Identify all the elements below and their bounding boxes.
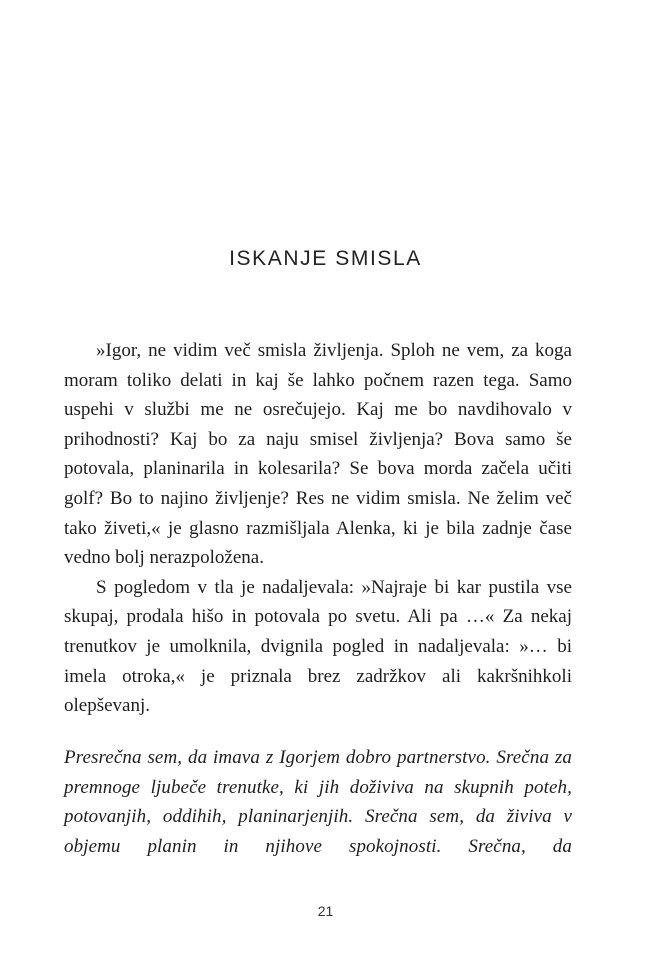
paragraph-1: »Igor, ne vidim več smisla življenja. Sploh ne vem, za koga moram toliko delati in kaj še lahko počnem razen tega. Samo uspehi v službi me ne osrečujejo. Kaj me bo navdihovalo v prihodnosti? Kaj bo za naju smisel življenja? Bova samo še potovala, planinarila in kolesarila? Se bova morda začela učiti golf? Bo to najino življenje? Res ne vidim smisla. Ne želim več tako živeti,« je glasno razmišljala Alenka, ki je bila zadnje čase vedno bolj nerazpoložena.	[64, 340, 572, 569]
chapter-title: ISKANJE SMISLA	[229, 247, 422, 270]
page-number: 21	[317, 903, 334, 919]
italic-text-section	[64, 743, 572, 861]
italic-paragraph: Presrečna sem, da imava z Igorjem dobro partnerstvo. Srečna za premnoge ljubeče trenutke, ki jih doživiva na skupnih poteh, potovanjih, oddihih, planinarjenjih. Srečna sem, da živiva v objemu planin in njihove spokojnosti. Srečna, da	[64, 747, 572, 857]
body-text-section	[64, 336, 572, 721]
paragraph-2: S pogledom v tla je nadaljevala: »Najraje bi kar pustila vse skupaj, prodala hišo in potovala po svetu. Ali pa …« Za nekaj trenutkov je umolknila, dvignila pogled in nadaljevala: »… bi imela otroka,« je priznala brez zadržkov ali kakršnihkoli olepševanj.	[64, 576, 572, 717]
